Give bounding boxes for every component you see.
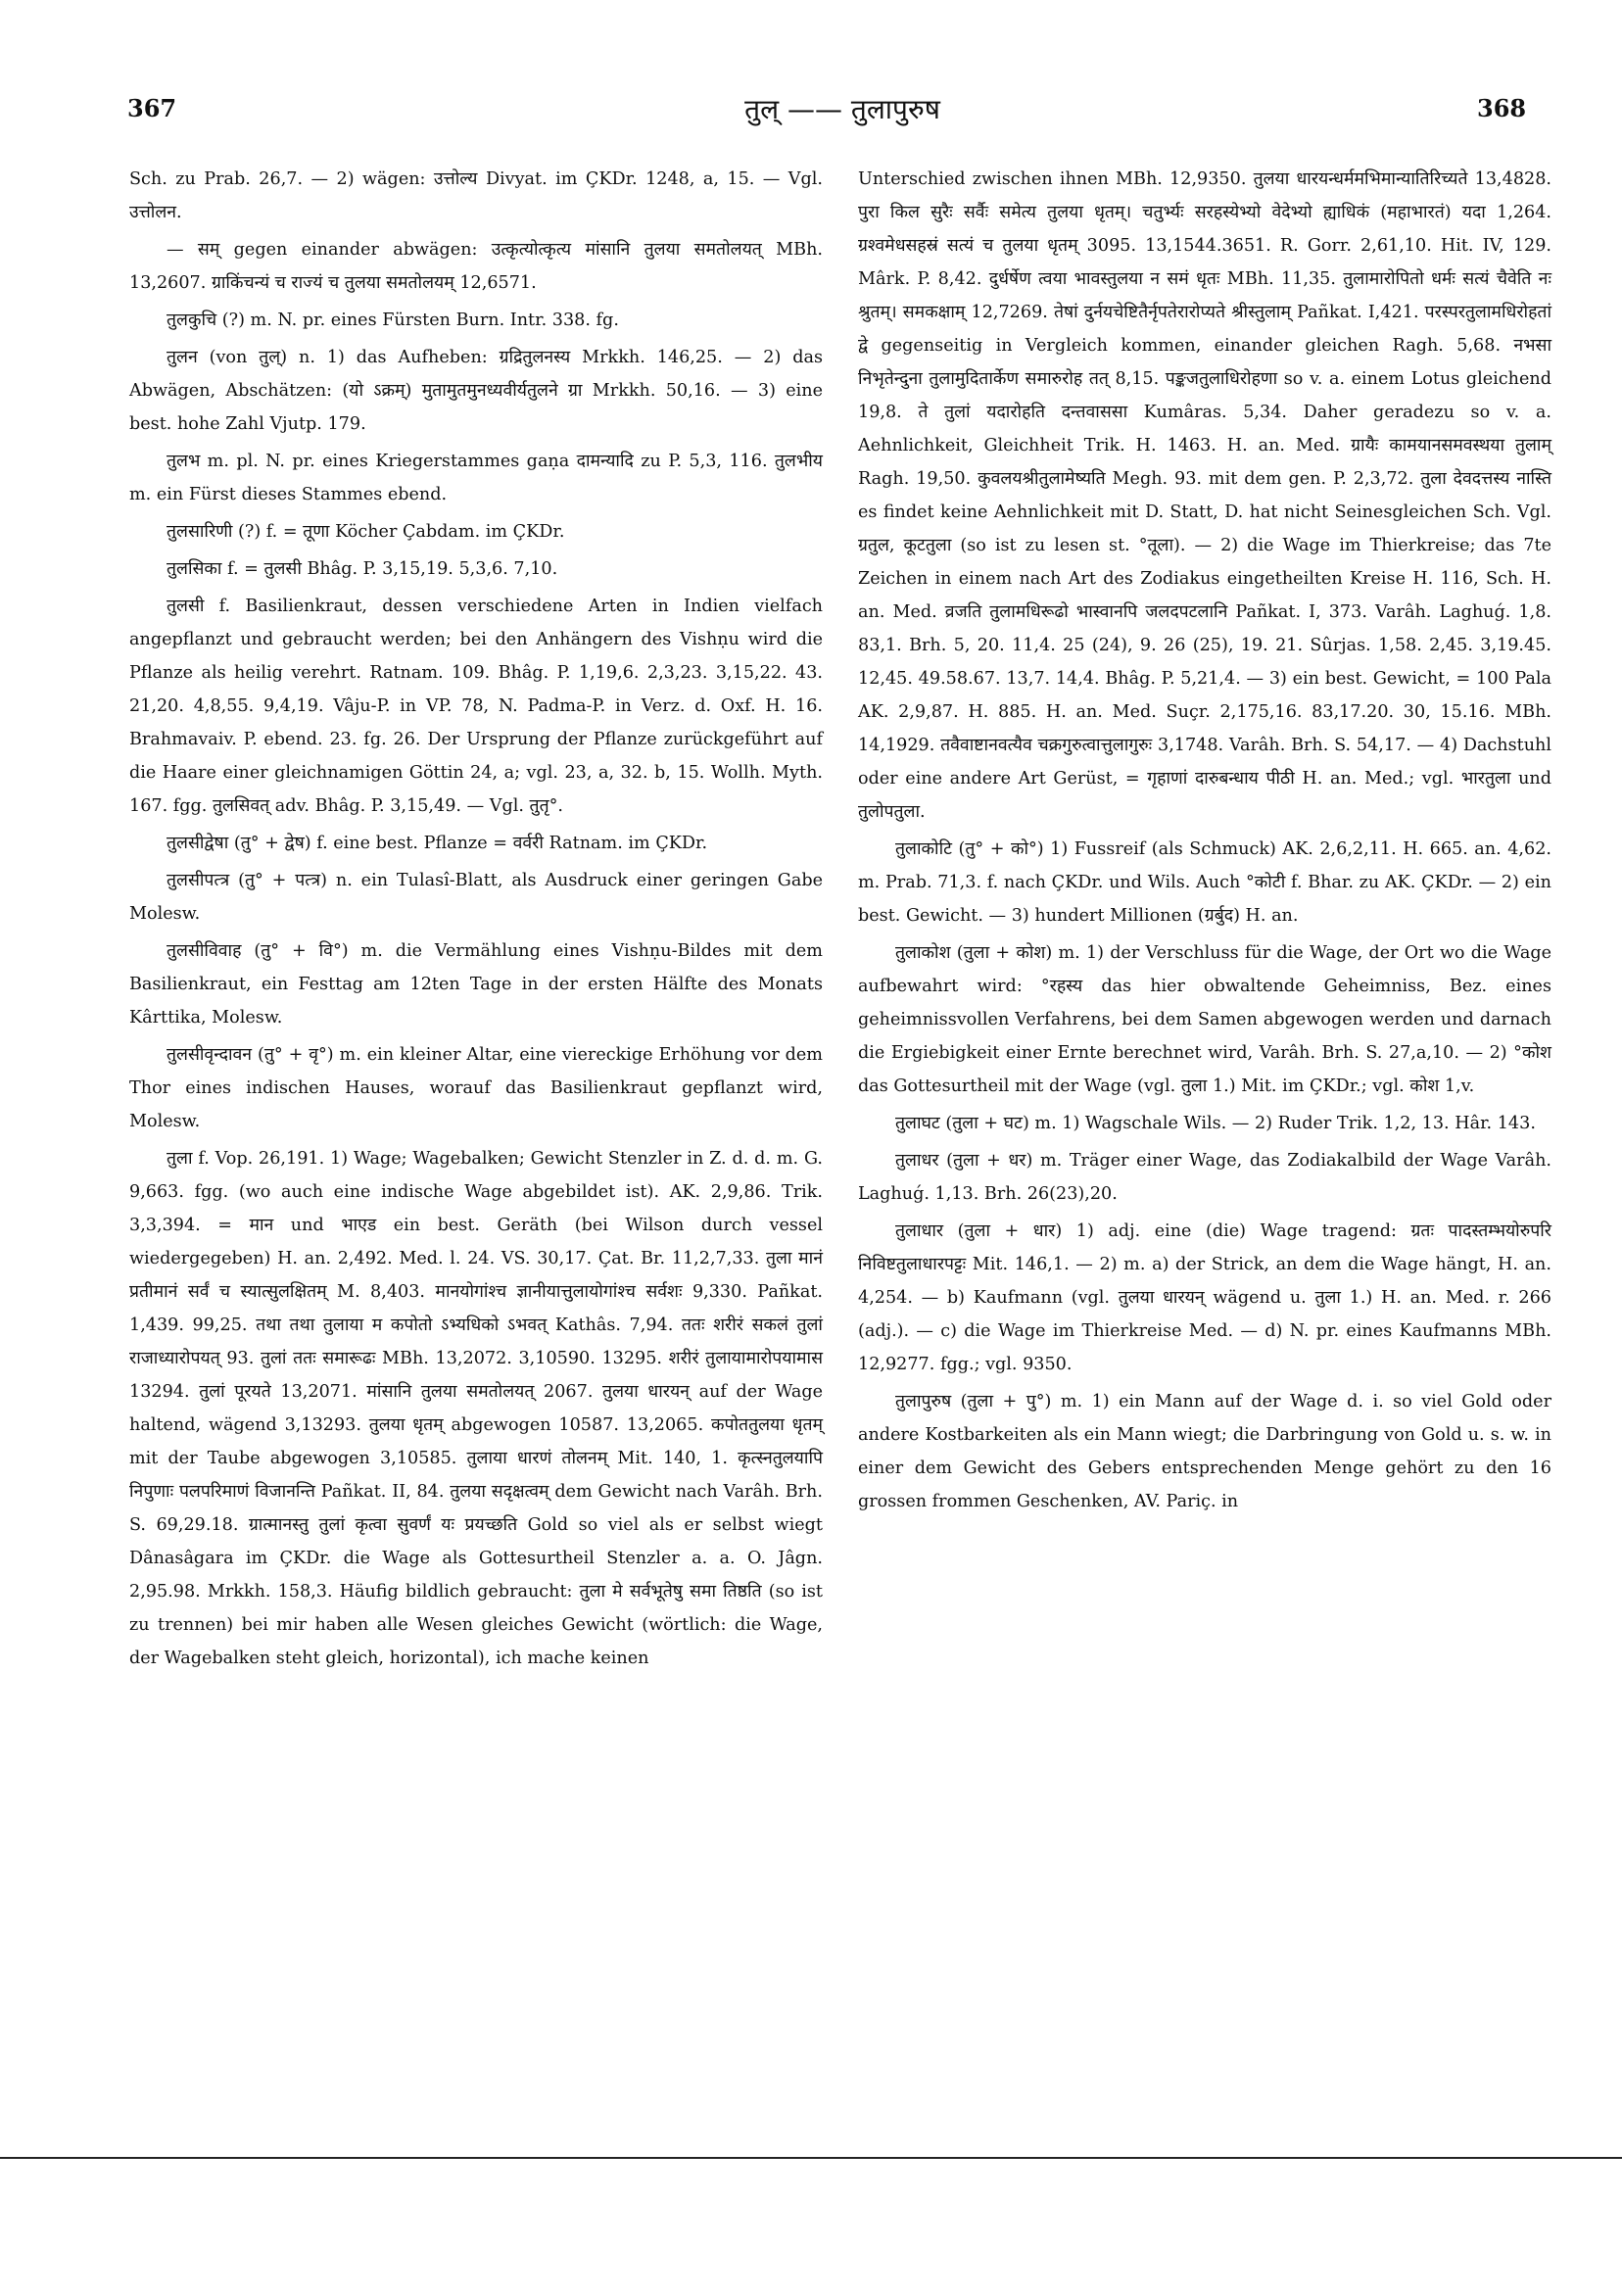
page-number-right: 368	[1477, 94, 1527, 122]
right-column	[858, 163, 1551, 1522]
dictionary-entry: तुलसीपत्त्र (तु° + पत्त्र) n. ein Tulasî-Blatt, als Ausdruck einer geringen Gabe Molesw.	[129, 871, 823, 924]
footer-divider	[0, 2157, 1622, 2159]
left-column	[129, 163, 823, 1679]
dictionary-entry: Sch. zu Prab. 26,7. — 2) wägen: उत्तोल्य Divyat. im ÇKDr. 1248, a, 15. — Vgl. उत्तोलन.	[129, 169, 823, 222]
dictionary-entry: तुलाकोश (तुला + कोश) m. 1) der Verschluss für die Wage, der Ort wo die Wage aufbewahrt wird: °रहस्य das hier obwaltende Geheimniss, Bez. eines geheimnissvollen Verfahrens, bei dem Samen abgewogen werden und darnach die Ergiebigkeit einer Ernte berechnet wird, Varâh. Brh. S. 27,a,10. — 2) °कोश das Gottesurtheil mit der Wage (vgl. तुला 1.) Mit. im ÇKDr.; vgl. कोश 1,v.	[858, 943, 1551, 1096]
dictionary-entry: तुलाधार (तुला + धार) 1) adj. eine (die) Wage tragend: ग्रतः पादस्तम्भयोरुपरि निविष्टतुलाधारपट्टः Mit. 146,1. — 2) m. a) der Strick, an dem die Wage hängt, H. an. 4,254. — b) Kaufmann (vgl. तुलया धारयन् wägend u. तुला 1.) H. an. Med. r. 266 (adj.). — c) die Wage im Thierkreise Med. — d) N. pr. eines Kaufmanns MBh. 12,9277. fgg.; vgl. 9350.	[858, 1221, 1551, 1374]
dictionary-entry: — सम् gegen einander abwägen: उत्कृत्योत्कृत्य मांसानि तुलया समतोलयत् MBh. 13,2607. ग्राकिंचन्यं च राज्यं च तुलया समतोलयम् 12,6571.	[129, 240, 823, 293]
dictionary-entry: तुलसीद्वेषा (तु° + द्वेष) f. eine best. Pflanze = वर्वरी Ratnam. im ÇKDr.	[167, 834, 708, 853]
dictionary-entry: तुलाधर (तुला + धर) m. Träger einer Wage, das Zodiakalbild der Wage Varâh. Laghuǵ. 1,13. Brh. 26(23),20.	[858, 1151, 1551, 1204]
dictionary-entry: तुलसारिणी (?) f. = तूणा Köcher Çabdam. im ÇKDr.	[167, 522, 565, 542]
dictionary-entry: तुला f. Vop. 26,191. 1) Wage; Wagebalken; Gewicht Stenzler in Z. d. d. m. G. 9,663. fgg. (wo auch eine indische Wage abgebildet ist). AK. 2,9,86. Trik. 3,3,394. = मान und भाएड ein best. Geräth (bei Wilson durch vessel wiedergegeben) H. an. 2,492. Med. l. 24. VS. 30,17. Çat. Br. 11,2,7,33. तुला मानं प्रतीमानं सर्वं च स्यात्सुलक्षितम् M. 8,403. मानयोगांश्च ज्ञानीयात्तुलायोगांश्च सर्वशः 9,330. Pañkat. 1,439. 99,25. तथा तथा तुलाया म कपोतो ऽभ्यधिको ऽभवत् Kathâs. 7,94. ततः शरीरं सकलं तुलां राजाध्यारोपयत् 93. तुलां ततः समारूढः MBh. 13,2072. 3,10590. 13295. शरीरं तुलायामारोपयामास 13294. तुलां पूरयते 13,2071. मांसानि तुलया समतोलयत् 2067. तुलया धारयन् auf der Wage haltend, wägend 3,13293. तुलया धृतम् abgewogen 10587. 13,2065. कपोततुलया धृतम् mit der Taube abgewogen 3,10585. तुलाया धारणं तोलनम् Mit. 140, 1. कृत्स्नतुलयापि निपुणाः पलपरिमाणं विजानन्ति Pañkat. II, 84. तुलया सदृक्षत्वम् dem Gewicht nach Varâh. Brh. S. 69,29.18. ग्रात्मानस्तु तुलां कृत्वा सुवर्णं यः प्रयच्छति Gold so viel als er selbst wiegt Dânasâgara im ÇKDr. die Wage als Gottesurtheil Stenzler a. a. O. Jâgn. 2,95.98. Mrkkh. 158,3. Häufig bildlich gebraucht: तुला मे सर्वभूतेषु समा तिष्ठति (so ist zu trennen) bei mir haben alle Wesen gleiches Gewicht (wörtlich: die Wage, der Wagebalken steht gleich, horizontal), ich mache keinen	[129, 1149, 823, 1668]
dictionary-entry: तुलकुचि (?) m. N. pr. eines Fürsten Burn. Intr. 338. fg.	[167, 311, 619, 330]
dictionary-entry: तुलभ m. pl. N. pr. eines Kriegerstammes gaṇa दामन्यादि zu P. 5,3, 116. तुलभीय m. ein Fürst dieses Stammes ebend.	[129, 452, 823, 504]
dictionary-entry: तुलसी f. Basilienkraut, dessen verschiedene Arten in Indien vielfach angepflanzt und gebraucht werden; bei den Anhängern des Vishṇu wird die Pflanze als heilig verehrt. Ratnam. 109. Bhâg. P. 1,19,6. 2,3,23. 3,15,22. 43. 21,20. 4,8,55. 9,4,19. Vâju-P. in VP. 78, N. Padma-P. in Verz. d. Oxf. H. 16. Brahmavaiv. P. ebend. 23. fg. 26. Der Ursprung der Pflanze zurückgeführt auf die Haare einer gleichnamigen Göttin 24, a; vgl. 23, a, 32. b, 15. Wollh. Myth. 167. fgg. तुलसिवत् adv. Bhâg. P. 3,15,49. — Vgl. तुतृ°.	[129, 597, 823, 816]
dictionary-entry: तुलसीवृन्दावन (तु° + वृ°) m. ein kleiner Altar, eine viereckige Erhöhung vor dem Thor eines indischen Hauses, worauf das Basilienkraut gepflanzt wird, Molesw.	[129, 1045, 823, 1131]
page-number-left: 367	[127, 94, 177, 122]
dictionary-entry: तुलाकोटि (तु° + को°) 1) Fussreif (als Schmuck) AK. 2,6,2,11. H. 665. an. 4,62. m. Prab. 71,3. f. nach ÇKDr. und Wils. Auch °कोटी f. Bhar. zu AK. ÇKDr. — 2) ein best. Gewicht. — 3) hundert Millionen (ग्रर्बुद) H. an.	[858, 839, 1551, 926]
dictionary-entry: तुलाघट (तुला + घट) m. 1) Wagschale Wils. — 2) Ruder Trik. 1,2, 13. Hâr. 143.	[895, 1114, 1536, 1133]
dictionary-entry: तुलसिका f. = तुलसी Bhâg. P. 3,15,19. 5,3,6. 7,10.	[167, 559, 558, 579]
dictionary-entry: तुलसीविवाह (तु° + वि°) m. die Vermählung eines Vishṇu-Bildes mit dem Basilienkraut, ein Festtag am 12ten Tage in der ersten Hälfte des Monats Kârttika, Molesw.	[129, 941, 823, 1028]
running-headword: तुल् —— तुलापुरुष	[744, 93, 940, 125]
dictionary-entry: तुलन (von तुल्) n. 1) das Aufheben: ग्रद्रितुलनस्य Mrkkh. 146,25. — 2) das Abwägen, Abschätzen: (यो ऽक्रम्) मुतामुतमुनध्यवीर्यतुलने ग्रा Mrkkh. 50,16. — 3) eine best. hohe Zahl Vjutp. 179.	[129, 348, 823, 434]
dictionary-entry: Unterschied zwischen ihnen MBh. 12,9350. तुलया धारयन्धर्ममभिमान्यातिरिच्यते 13,4828. पुरा किल सुरैः सर्वैः समेत्य तुलया धृतम्। चतुर्भ्यः सरहस्येभ्यो वेदेभ्यो ह्याधिकं (महाभारतं) यदा 1,264. ग्रश्वमेधसहस्रं सत्यं च तुलया धृतम् 3095. 13,1544.3651. R. Gorr. 2,61,10. Hit. IV, 129. Mârk. P. 8,42. दुर्धर्षेण त्वया भावस्तुलया न समं धृतः MBh. 11,35. तुलामारोपितो धर्मः सत्यं चैवेति नः श्रुतम्। समकक्षाम् 12,7269. तेषां दुर्नयचेष्टितैर्नृपतेरारोप्यते श्रीस्तुलाम् Pañkat. I,421. परस्परतुलामधिरोहतां द्वे gegenseitig in Vergleich kommen, einander gleichen Ragh. 5,68. नभसा निभृतेन्दुना तुलामुदितार्केण समारुरोह तत् 8,15. पङ्कजतुलाधिरोहणा so v. a. einem Lotus gleichend 19,8. ते तुलां यदारोहति दन्तवाससा Kumâras. 5,34. Daher geradezu so v. a. Aehnlichkeit, Gleichheit Trik. H. 1463. H. an. Med. ग्रायैः कामयानसमवस्थया तुलाम् Ragh. 19,50. कुवलयश्रीतुलामेष्यति Megh. 93. mit dem gen. P. 2,3,72. तुला देवदत्तस्य नास्ति es findet keine Aehnlichkeit mit D. Statt, D. hat nicht Seinesgleichen Sch. Vgl. ग्रतुल, कूटतुला (so ist zu lesen st. °तूला). — 2) die Wage im Thierkreise; das 7te Zeichen in einem nach Art des Zodiakus eingetheilten Kreise H. 116, Sch. H. an. Med. व्रजति तुलामधिरूढो भास्वानपि जलदपटलानि Pañkat. I, 373. Varâh. Laghuǵ. 1,8. 83,1. Brh. 5, 20. 11,4. 25 (24), 9. 26 (25), 19. 21. Sûrjas. 1,58. 2,45. 3,19.45. 12,45. 49.58.67. 13,7. 14,4. Bhâg. P. 5,21,4. — 3) ein best. Gewicht, = 100 Pala AK. 2,9,87. H. 885. H. an. Med. Suçr. 2,175,16. 83,17.20. 30, 15.16. MBh. 14,1929. तवैवाष्टानवत्यैव चक्रगुरुत्वात्तुलागुरुः 3,1748. Varâh. Brh. S. 54,17. — 4) Dachstuhl oder eine andere Art Gerüst, = गृहाणां दारुबन्धाय पीठी H. an. Med.; vgl. भारतुला und तुलोपतुला.	[858, 169, 1551, 822]
dictionary-entry: तुलापुरुष (तुला + पु°) m. 1) ein Mann auf der Wage d. i. so viel Gold oder andere Kostbarkeiten als ein Mann wiegt; die Darbringung von Gold u. s. w. in einer dem Gewicht des Gebers entsprechenden Menge gehört zu den 16 grossen frommen Geschenken, AV. Pariç. in	[858, 1392, 1551, 1511]
